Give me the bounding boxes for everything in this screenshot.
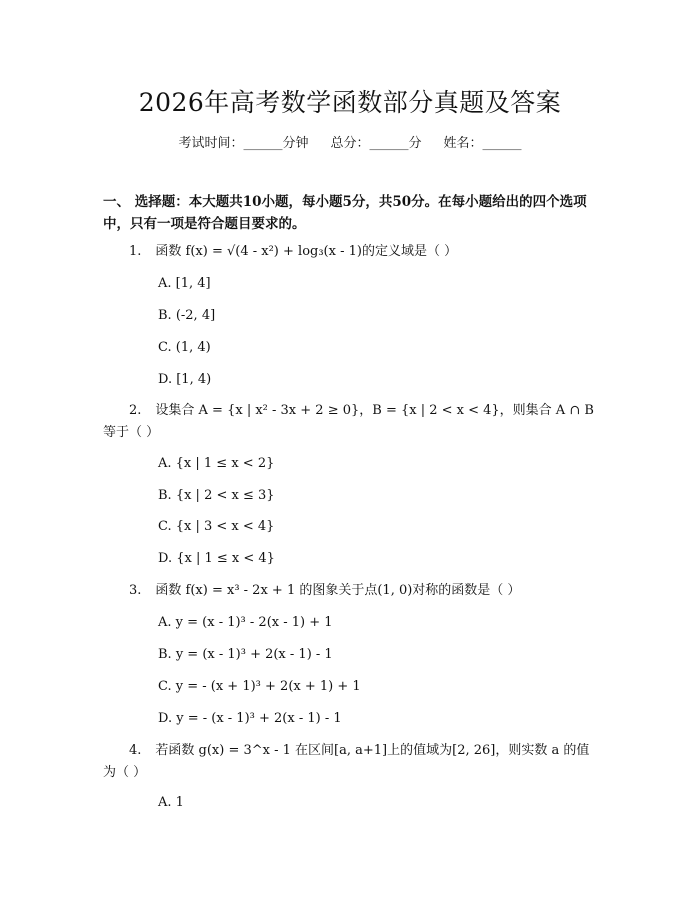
question-1: [103, 241, 598, 263]
option-2b: B. {x | 2 < x ≤ 3}: [158, 488, 275, 503]
option-3c: C. y = - (x + 1)³ + 2(x + 1) + 1: [158, 679, 361, 694]
question-3: [103, 580, 598, 602]
exam-name: 姓名：______: [443, 136, 522, 151]
question-text: 函数 f(x) = √(4 - x²) + log₃(x - 1)的定义域是（ ）: [155, 244, 458, 259]
option-1b: B. (-2, 4]: [158, 308, 216, 323]
question-text: 若函数 g(x) = 3^x - 1 在区间[a, a+1]上的值域为[2, 26]，则实数 a 的值为（ ）: [103, 743, 590, 780]
option-3d: D. y = - (x - 1)³ + 2(x - 1) - 1: [158, 711, 342, 726]
question-text: 函数 f(x) = x³ - 2x + 1 的图象关于点(1, 0)对称的函数是（ ）: [155, 583, 521, 598]
option-3a: A. y = (x - 1)³ - 2(x - 1) + 1: [158, 615, 333, 630]
exam-time: 考试时间：______分钟: [178, 136, 309, 151]
section-heading: 一、 选择题：本大题共10小题，每小题5分，共50分。在每小题给出的四个选项中，只有一项是符合题目要求的。: [103, 194, 587, 232]
option-4a: A. 1: [158, 795, 184, 810]
option-1a: A. [1, 4]: [158, 276, 211, 291]
option-3b: B. y = (x - 1)³ + 2(x - 1) - 1: [158, 647, 333, 662]
question-number: 1.: [129, 244, 142, 259]
option-2a: A. {x | 1 ≤ x < 2}: [158, 456, 275, 471]
document-title: 2026年高考数学函数部分真题及答案: [138, 88, 562, 117]
option-2c: C. {x | 3 < x < 4}: [158, 519, 275, 534]
question-2: [103, 400, 598, 444]
option-1c: C. (1, 4): [158, 340, 211, 355]
question-number: 3.: [129, 583, 142, 598]
question-4: [103, 740, 598, 784]
option-1d: D. [1, 4): [158, 372, 212, 387]
exam-score: 总分：______分: [330, 136, 422, 151]
exam-meta: [0, 132, 700, 151]
question-number: 4.: [129, 743, 142, 758]
question-number: 2.: [129, 403, 142, 418]
option-2d: D. {x | 1 ≤ x < 4}: [158, 551, 275, 566]
question-text: 设集合 A = {x | x² - 3x + 2 ≥ 0}，B = {x | 2 < x < 4}，则集合 A ∩ B 等于（ ）: [103, 403, 594, 440]
